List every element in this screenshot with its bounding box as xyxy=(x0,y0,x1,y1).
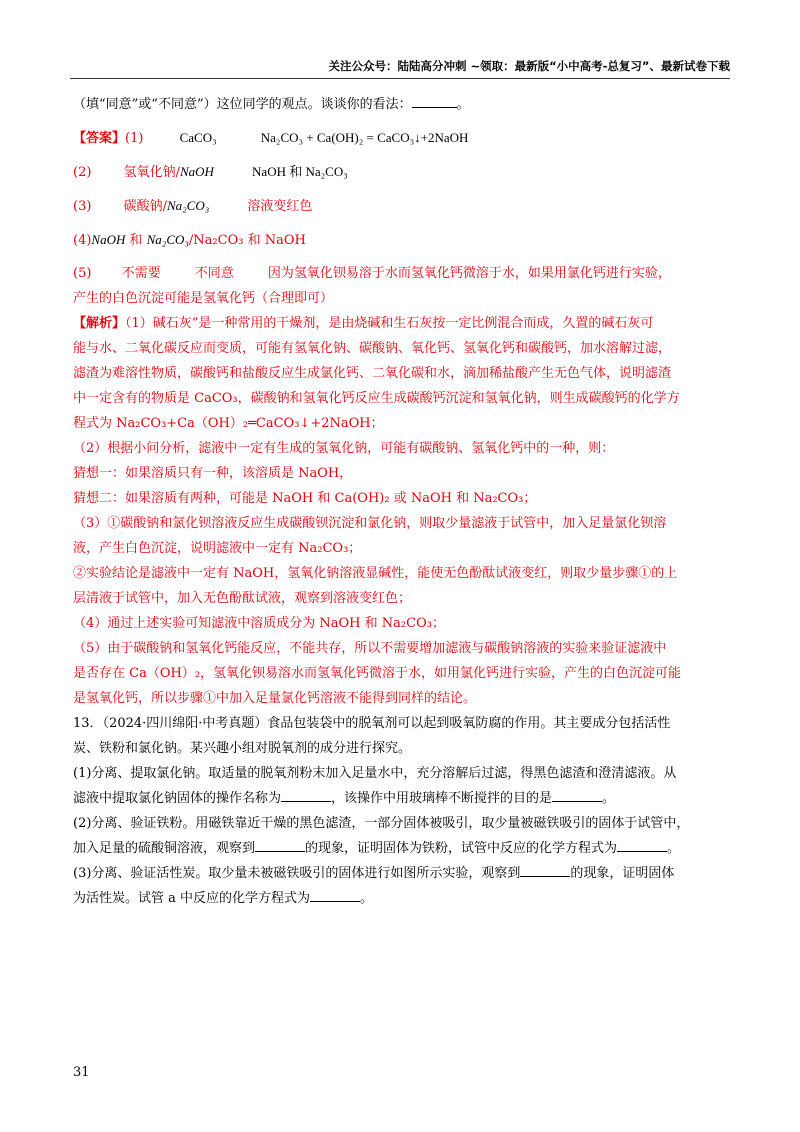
analysis-line: （3）①碳酸钠和氯化钡溶液反应生成碳酸钡沉淀和氯化钠，则取少量滤液于试管中，加入足量氯化钡溶 xyxy=(73,516,667,531)
q13-text: 为活性炭。试管 a 中反应的化学方程式为 xyxy=(73,891,311,906)
answer-1-value-1: CaCO₃ xyxy=(179,130,217,145)
analysis-line: 是氢氧化钙，所以步骤①中加入足量氯化钙溶液不能得到同样的结论。 xyxy=(73,691,477,706)
q13-text: (3)分离、验证活性炭。取少量未被磁铁吸引的固体进行如图所示实验，观察到 xyxy=(73,866,521,881)
analysis-line xyxy=(73,311,733,336)
answer-num: (5) xyxy=(73,266,92,281)
q13-line-1: 13．（2024·四川绵阳·中考真题）食品包装袋中的脱氧剂可以起到吸氧防腐的作用。其主要成分包括活性 xyxy=(73,716,671,731)
answer-blank xyxy=(552,787,602,802)
answer-2 xyxy=(73,159,733,185)
q13-text: ，该操作中用玻璃棒不断搅拌的目的是 xyxy=(331,791,553,806)
answer-num: (3) xyxy=(73,199,92,214)
question-13 xyxy=(73,711,733,911)
answer-4-formula-2: Na₂CO₃ xyxy=(146,232,189,247)
q13-line-2: 炭、铁粉和氯化钠。某兴趣小组对脱氧剂的成分进行探究。 xyxy=(73,741,412,756)
q13-text: 的现象，证明固体为铁粉，试管中反应的化学方程式为 xyxy=(305,841,618,856)
analysis-line: （2）根据小问分析，滤液中一定有生成的氢氧化钠，可能有碳酸钠、氢氧化钙中的一种，则： xyxy=(73,441,615,456)
analysis-line: 层清液于试管中，加入无色酚酞试液，观察到溶液变红色； xyxy=(73,591,412,606)
answer-5-cont: 产生的白色沉淀可能是氢氧化钙（合理即可） xyxy=(73,291,334,306)
analysis-line: 液，产生白色沉淀，说明滤液中一定有 Na₂CO₃； xyxy=(73,541,362,556)
analysis-line: 滤渣为难溶性物质，碳酸钙和盐酸反应生成氯化钙、二氧化碳和水，滴加稀盐酸产生无色气体，说明滤渣 xyxy=(73,366,672,381)
q13-text: 。 xyxy=(602,791,616,806)
answer-4-formula-1: NaOH xyxy=(91,232,126,247)
answer-num: (1) xyxy=(125,131,144,146)
answer-3-value-2: 溶液变红色 xyxy=(247,199,313,214)
answer-blank xyxy=(255,837,305,852)
analysis-line: ②实验结论是滤液中一定有 NaOH，氢氧化钠溶液显碱性，能使无色酚酞试液变红，则取少量步骤①的上 xyxy=(73,566,678,581)
analysis-line: 程式为 Na₂CO₃+Ca（OH）₂═CaCO₃↓+2NaOH； xyxy=(73,416,384,431)
analysis-label: 【解析】 xyxy=(73,316,126,331)
answer-5-value-2: 不同意 xyxy=(194,266,234,281)
analysis-line: 能与水、二氧化碳反应而变质，可能有氢氧化钠、碳酸钠、氧化钙、氢氧化钙和碳酸钙，加水溶解过滤， xyxy=(73,341,672,356)
q13-part-1-line-1: (1)分离、提取氯化钠。取适量的脱氧剂粉末加入足量水中，充分溶解后过滤，得黑色滤渣和澄清滤液。从 xyxy=(73,766,677,781)
q13-text: 加入足量的硫酸铜溶液，观察到 xyxy=(73,841,256,856)
intro-line xyxy=(73,92,733,117)
analysis-line: 中一定含有的物质是 CaCO₃，碳酸钠和氢氧化钙反应生成碳酸钙沉淀和氢氧化钠，则生成碳酸钙的化学方 xyxy=(73,391,680,406)
q13-text: 。 xyxy=(360,891,374,906)
analysis-line: 猜想二：如果溶质有两种，可能是 NaOH 和 Ca(OH)₂ 或 NaOH 和 Na₂CO₃； xyxy=(73,491,537,506)
answer-4-text-2: /Na₂CO₃ 和 NaOH xyxy=(188,233,306,248)
answer-2-formula-2: Na₂CO₃ xyxy=(305,164,348,179)
q13-text: 的现象，证明固体 xyxy=(570,866,675,881)
answer-4-text-1: 和 xyxy=(125,233,147,248)
answer-blank xyxy=(617,837,667,852)
header-rule xyxy=(70,78,730,79)
answer-blank xyxy=(412,93,457,108)
answer-blank xyxy=(520,862,570,877)
answer-1 xyxy=(73,125,733,151)
analysis-line: （4）通过上述实验可知滤液中溶质成分为 NaOH 和 Na₂CO₃； xyxy=(73,616,445,631)
answer-5 xyxy=(73,261,733,286)
answer-4 xyxy=(73,227,733,253)
page-number: 31 xyxy=(73,1065,90,1080)
q13-part-3-line-1 xyxy=(73,861,733,886)
page-header: 关注公众号：陆陆高分冲刺 ~领取：最新版“小中高考-总复习”、最新试卷下载 xyxy=(328,59,730,73)
q13-text: 。 xyxy=(667,841,681,856)
answer-num: (4) xyxy=(73,233,92,248)
intro-end: 。 xyxy=(456,97,470,112)
analysis-line: 是否存在 Ca（OH）₂，氢氧化钡易溶水而氢氧化钙微溶于水，如用氯化钙进行实验，产生的白色沉淀可能 xyxy=(73,666,682,681)
answer-3-value-1: 碳酸钠/ xyxy=(123,199,167,214)
answer-1-equation: Na₂CO₃ + Ca(OH)₂ = CaCO₃↓+2NaOH xyxy=(260,130,469,145)
answer-num: (2) xyxy=(73,165,92,180)
analysis-block xyxy=(73,311,733,711)
answer-blank xyxy=(281,787,331,802)
answer-3-formula-1: Na₂CO₃ xyxy=(166,198,210,213)
q13-part-2-line-2 xyxy=(73,836,733,861)
q13-text: 滤液中提取氯化钠固体的操作名称为 xyxy=(73,791,282,806)
analysis-text: （1）碱石灰”是一种常用的干燥剂，是由烧碱和生石灰按一定比例混合而成，久置的碱石灰可 xyxy=(125,316,654,331)
answer-2-value-2: NaOH 和 xyxy=(252,164,306,179)
answer-label: 【答案】 xyxy=(73,131,126,146)
analysis-line: 猜想一：如果溶质只有一种，该溶质是 NaOH， xyxy=(73,466,353,481)
answer-2-value-1: 氢氧化钠/ xyxy=(123,165,180,180)
answer-blank xyxy=(310,887,360,902)
document-body xyxy=(73,92,733,911)
q13-part-1-line-2 xyxy=(73,786,733,811)
answer-5-value-1: 不需要 xyxy=(121,266,161,281)
analysis-line: （5）由于碳酸钠和氢氧化钙能反应，不能共存，所以不需要增加滤液与碳酸钠溶液的实验来验证滤液中 xyxy=(73,641,667,656)
q13-part-2-line-1: (2)分离、验证铁粉。用磁铁靠近干燥的黑色滤渣，一部分固体被吸引，取少量被磁铁吸引的固体于试管中， xyxy=(73,816,690,831)
answer-2-formula-1: NaOH xyxy=(179,164,214,179)
answer-3 xyxy=(73,193,733,219)
q13-part-3-line-2 xyxy=(73,886,733,911)
answer-5-value-3: 因为氢氧化钡易溶于水而氢氧化钙微溶于水，如果用氯化钙进行实验， xyxy=(267,266,671,281)
intro-text: （填“同意”或“不同意”）这位同学的观点。谈谈你的看法： xyxy=(73,97,412,112)
